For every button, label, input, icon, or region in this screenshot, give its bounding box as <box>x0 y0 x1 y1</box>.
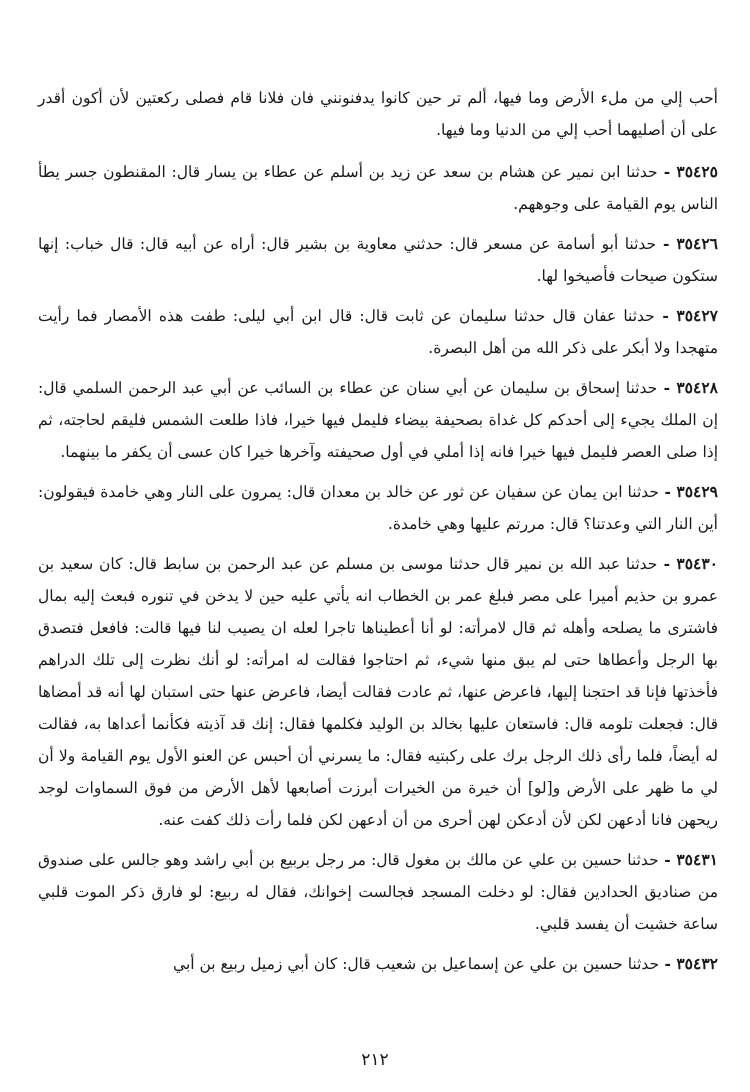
entry-header: حدثنا حسين بن علي عن إسماعيل بن شعيب قال: كان أبي زميل ربيع بن أبي <box>173 955 660 973</box>
entry-body: المقنطون جسر يطأ الناس يوم القيامة على وجوههم. <box>38 163 718 213</box>
continuation-paragraph: أحب إلي من ملء الأرض وما فيها، ألم تر حين كانوا يدفنونني فان فلانا قام فصلى ركعتين لأن أكون أقدر على أن أصليهما أحب إلي من الدنيا وما فيها. <box>38 89 718 139</box>
entry-body: خباب: إنها ستكون صيحات فأصيخوا لها. <box>38 235 718 285</box>
entry-body: كان سعيد بن عمرو بن حذيم أميرا على مصر فبلغ عمر بن الخطاب انه يأتي عليه حين لا يدخن في تنوره فبعث إليه بمال فاشترى ما يصلحه وأهله ثم قال لامرأته: لو أنا أعطيناها تاجرا لعله ان يصيب لنا فيها قالت: فافعل فتصدق بها الرجل وأعطاها حتى لم يبق منها شيء، ثم احتاجوا فقالت له امرأته: لو أنك نظرت إلى تلك الدراهم فأخذتها فإنا قد احتجنا إليها، فاعرض عنها، ثم عادت فقالت أيضا، فاعرض عنها حتى استبان لها أنه قد أمضاها قال: فجعلت تلومه قال: فاستعان عليها بخالد بن الوليد فكلمها فقال: إنك قد آذيته فكأنما أعداها به، فقالت له أيضاً، فلما رأى ذلك الرجل برك على ركبتيه فقال: ما يسرني أن أحبس عن العنو الأول يوم القيامة ولا أن لي ما ظهر على الأرض و[لو] أن خيرة من الخيرات أبرزت أصابعها لأهل الأرض من فوق السماوات لوجد ريحهن فانا أدعهن لكن لأن أدعكن لهن أحرى من أن أدعهن لكن فلما رأت ذلك كفت عنه. <box>38 555 718 829</box>
entry-35431: ٣٥٤٣١ - حدثنا حسين بن علي عن مالك بن مغول قال: مر رجل بربيع بن أبي راشد وهو جالس على صندوق من صناديق الحدادين فقال: لو دخلت المسجد فجالست إخوانك، فقال له ربيع: لو فارق ذكر الموت قلبي ساعة خشيت أن يفسد قلبي. <box>38 850 718 933</box>
entry-number: ٣٥٤٣١ <box>676 850 718 869</box>
entry-number: ٣٥٤٢٥ <box>676 162 719 181</box>
entry-35426: ٣٥٤٢٦ - حدثنا أبو أسامة عن مسعر قال: حدثني معاوية بن بشير قال: أراه عن أبيه قال: قال خباب: إنها ستكون صيحات فأصيخوا لها. <box>38 234 718 285</box>
entry-header: حدثنا إسحاق بن سليمان عن أبي سنان عن عطاء بن السائب عن أبي عبد الرحمن <box>128 379 658 397</box>
entry-number: ٣٥٤٢٦ <box>676 234 718 253</box>
entry-header: حدثنا ابن يمان عن سفيان عن ثور عن خالد بن معدان قال: يمرون على النار وهي <box>144 483 659 501</box>
entry-header: حدثنا أبو أسامة عن مسعر قال: حدثني معاوية بن بشير قال: أراه عن أبيه قال: قال <box>110 235 657 253</box>
entry-number: ٣٥٤٣٢ <box>676 954 718 973</box>
entry-header: حدثنا عفان قال حدثنا سليمان عن ثابت قال: قال ابن أبي ليلى: طفت هذه <box>158 307 655 325</box>
entry-body: الأمصار فما رأيت متهجدا ولا أبكر على ذكر الله من أهل البصرة. <box>38 307 718 357</box>
entry-body: خامدة فيقولون: أين النار التي وعدتنا؟ قال: مررتم عليها وهي خامدة. <box>38 483 718 533</box>
entry-35428: ٣٥٤٢٨ - حدثنا إسحاق بن سليمان عن أبي سنان عن عطاء بن السائب عن أبي عبد الرحمن السلمي قال: إن الملك يجيء إلى أحدكم كل غداة بصحيفة بيضاء فليمل فيها خيرا، فاذا طلعت الشمس فليقم لحاجته، ثم إذا صلى العصر فليمل فيها خيرا فانه إذا أملي في أول صحيفته وآخرها خيرا كان عسى أن يكفر ما بينهما. <box>38 378 718 461</box>
entry-number: ٣٥٤٢٩ <box>676 482 719 501</box>
entry-35427: ٣٥٤٢٧ - حدثنا عفان قال حدثنا سليمان عن ثابت قال: قال ابن أبي ليلى: طفت هذه الأمصار فما رأيت متهجدا ولا أبكر على ذكر الله من أهل البصرة. <box>38 306 719 357</box>
entry-header: حدثنا ابن نمير عن هشام بن سعد عن زيد بن أسلم عن عطاء بن يسار قال: <box>171 163 658 181</box>
entry-35429: ٣٥٤٢٩ - حدثنا ابن يمان عن سفيان عن ثور عن خالد بن معدان قال: يمرون على النار وهي خامدة فيقولون: أين النار التي وعدتنا؟ قال: مررتم عليها وهي خامدة. <box>38 482 719 533</box>
entry-35425: ٣٥٤٢٥ - حدثنا ابن نمير عن هشام بن سعد عن زيد بن أسلم عن عطاء بن يسار قال: المقنطون جسر يطأ الناس يوم القيامة على وجوههم. <box>38 162 719 213</box>
page-text <box>38 82 718 988</box>
entry-header: حدثنا حسين بن علي عن مالك بن مغول قال: مر رجل بربيع بن أبي راشد وهو <box>165 851 659 869</box>
entry-header: حدثنا عبد الله بن نمير قال حدثنا موسى بن مسلم عن عبد الرحمن بن سابط قال: <box>128 555 658 573</box>
entry-body: السلمي قال: إن الملك يجيء إلى أحدكم كل غداة بصحيفة بيضاء فليمل فيها خيرا، فاذا طلعت الشمس فليقم لحاجته، ثم إذا صلى العصر فليمل فيها خيرا فانه إذا أملي في أول صحيفته وآخرها خيرا كان عسى أن يكفر ما بينهما. <box>38 379 718 461</box>
entry-35432: ٣٥٤٣٢ - حدثنا حسين بن علي عن إسماعيل بن شعيب قال: كان أبي زميل ربيع بن أبي <box>173 954 718 973</box>
page-number: ٢١٢ <box>361 1050 389 1070</box>
entry-number: ٣٥٤٢٨ <box>676 378 718 397</box>
entry-body: جالس على صندوق من صناديق الحدادين فقال: لو دخلت المسجد فجالست إخوانك، فقال له ربيع: لو فارق ذكر الموت قلبي ساعة خشيت أن يفسد قلبي. <box>38 851 718 933</box>
entry-number: ٣٥٤٣٠ <box>676 554 719 573</box>
entry-number: ٣٥٤٢٧ <box>676 306 719 325</box>
entry-35430: ٣٥٤٣٠ - حدثنا عبد الله بن نمير قال حدثنا موسى بن مسلم عن عبد الرحمن بن سابط قال: كان سعيد بن عمرو بن حذيم أميرا على مصر فبلغ عمر بن الخطاب انه يأتي عليه حين لا يدخن في تنوره فبعث إليه بمال فاشترى ما يصلحه وأهله ثم قال لامرأته: لو أنا أعطيناها تاجرا لعله ان يصيب لنا فيها قالت: فافعل فتصدق بها الرجل وأعطاها حتى لم يبق منها شيء، ثم احتاجوا فقالت له امرأته: لو أنك نظرت إلى تلك الدراهم فأخذتها فإنا قد احتجنا إليها، فاعرض عنها، ثم عادت فقالت أيضا، فاعرض عنها حتى استبان لها أنه قد أمضاها قال: فجعلت تلومه قال: فاستعان عليها بخالد بن الوليد فكلمها فقال: إنك قد آذيته فكأنما أعداها به، فقالت له أيضاً، فلما رأى ذلك الرجل برك على ركبتيه فقال: ما يسرني أن أحبس عن العنو الأول يوم القيامة ولا أن لي ما ظهر على الأرض و[لو] أن خيرة من الخيرات أبرزت أصابعها لأهل الأرض من فوق السماوات لوجد ريحهن فانا أدعهن لكن لأن أدعكن لهن أحرى من أن أدعهن لكن فلما رأت ذلك كفت عنه. <box>38 554 719 829</box>
